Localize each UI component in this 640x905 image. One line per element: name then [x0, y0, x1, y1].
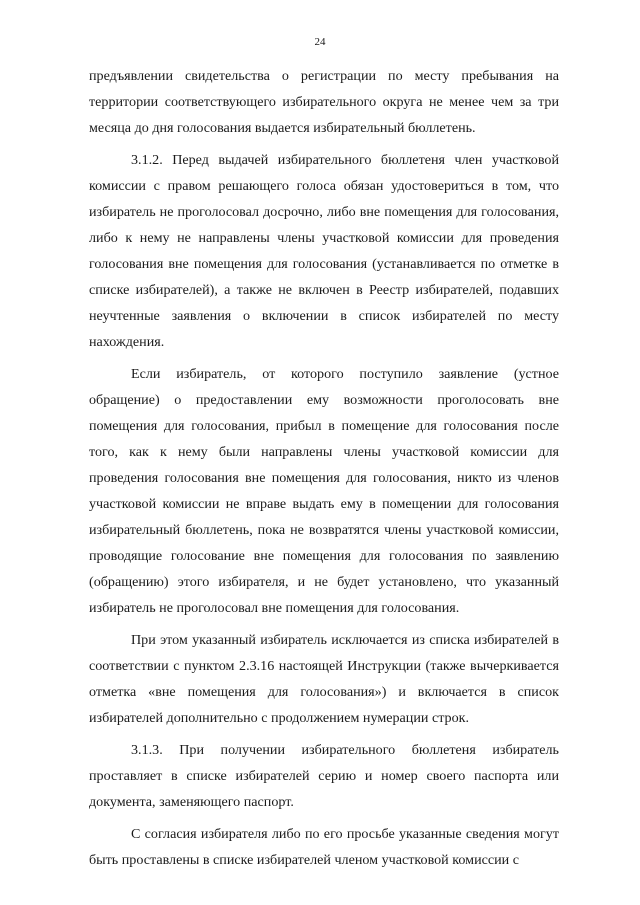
paragraph-text: Если избиратель, от которого поступило заявление (устное обращение) о предоставлении ему возможности проголосовать вне помещения для голосования, прибыл в помещение для голосования после того, как к нему были направлены члены участковой комиссии для проведения голосования вне помещения для голосования, никто из членов участковой комиссии не вправе выдать ему в помещении для голосования избирательный бюллетень, пока не возвратятся члены участковой комиссии, проводящие голосование вне помещения для голосования по заявлению (обращению) этого избирателя, и не будет установлено, что указанный избиратель не проголосовал вне помещения для голосования.	[89, 366, 559, 616]
paragraph-voter-consent	[89, 821, 559, 873]
paragraph-text: С согласия избирателя либо по его просьбе указанные сведения могут быть проставлены в списке избирателей членом участковой комиссии с	[89, 826, 559, 868]
paragraph-voter-arrival	[89, 361, 559, 621]
paragraph-continuation	[89, 63, 559, 141]
paragraph-text: предъявлении свидетельства о регистрации по месту пребывания на территории соответствующего избирательного округа не менее чем за три месяца до дня голосования выдается избирательный бюллетень.	[89, 68, 559, 136]
paragraph-number: 3.1.3.	[131, 742, 163, 758]
paragraph-text: При получении избирательного бюллетеня избиратель проставляет в списке избирателей серию и номер своего паспорта или документа, заменяющего паспорт.	[89, 742, 559, 810]
paragraph-text: Перед выдачей избирательного бюллетеня член участковой комиссии с правом решающего голоса обязан удостовериться в том, что избиратель не проголосовал досрочно, либо вне помещения для голосования, либо к нему не направлены члены участковой комиссии для проведения голосования вне помещения для голосования (устанавливается по отметке в списке избирателей), а также не включен в Реестр избирателей, подавших неучтенные заявления о включении в список избирателей по месту нахождения.	[89, 152, 559, 350]
document-body	[89, 63, 559, 879]
paragraph-number: 3.1.2.	[131, 152, 163, 168]
paragraph-3-1-3	[89, 737, 559, 815]
paragraph-voter-exclusion	[89, 627, 559, 731]
page-number: 24	[314, 36, 326, 48]
paragraph-text: При этом указанный избиратель исключается из списка избирателей в соответствии с пунктом 2.3.16 настоящей Инструкции (также вычеркивается отметка «вне помещения для голосования») и включается в список избирателей дополнительно с продолжением нумерации строк.	[89, 632, 559, 726]
paragraph-3-1-2	[89, 147, 559, 355]
